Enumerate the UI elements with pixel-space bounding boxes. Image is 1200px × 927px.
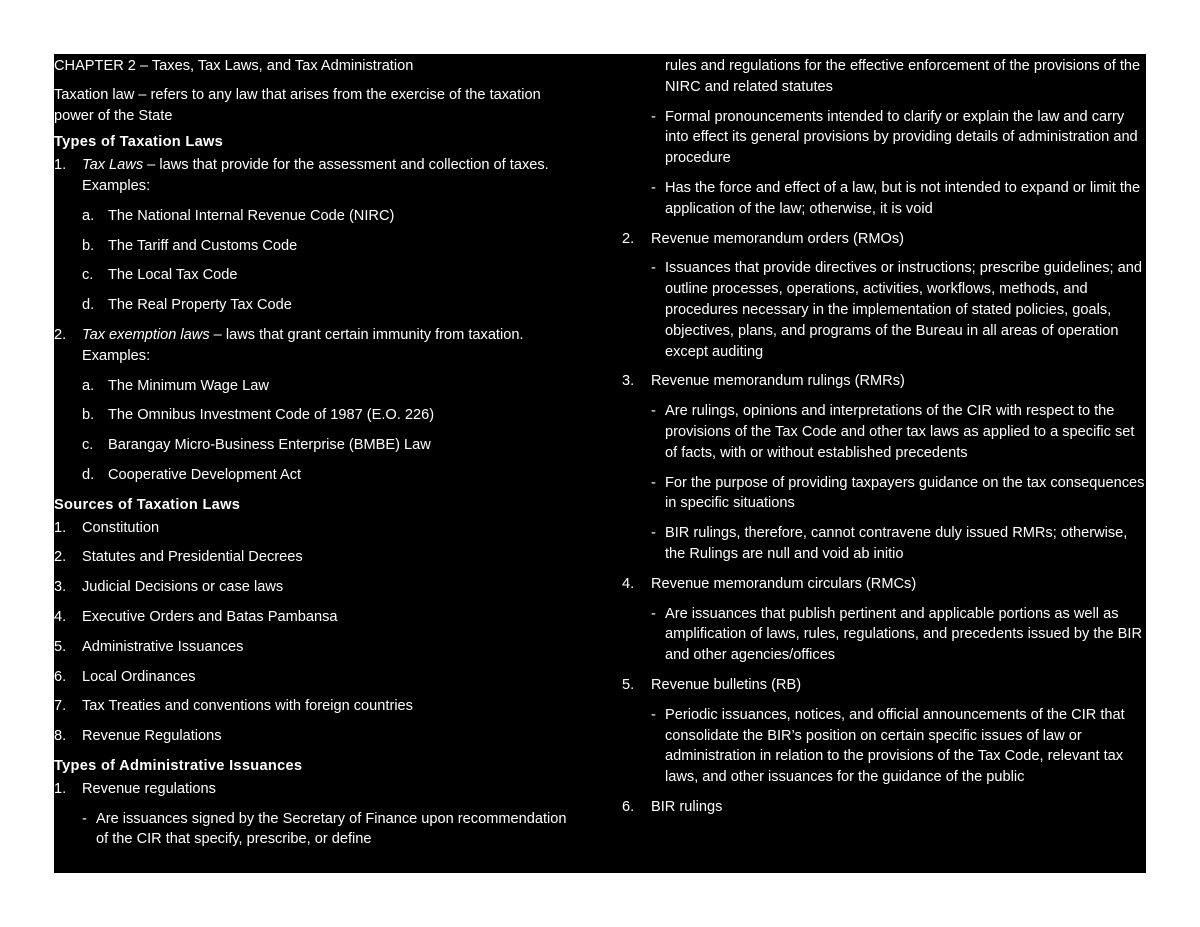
sub-item	[54, 295, 574, 316]
sub-text: Cooperative Development Act	[108, 466, 302, 483]
list-number: 1.	[54, 157, 67, 174]
dash-text: Are issuances signed by the Secretary of Finance upon recommendation of the CIR that specify, prescribe, or define	[96, 810, 567, 848]
list-text	[82, 325, 574, 367]
dash-marker: -	[651, 108, 656, 125]
sub-item	[54, 405, 574, 426]
dash-marker: -	[651, 179, 656, 196]
admin-heading: Types of Administrative Issuances	[54, 757, 303, 774]
dash-item	[622, 705, 1146, 788]
sub-letter: c.	[82, 437, 94, 454]
sub-letter: d.	[82, 466, 95, 483]
taxation-law-definition: Taxation law – refers to any law that arises from the exercise of the taxation power of the State	[54, 86, 541, 124]
sub-text: The Local Tax Code	[108, 267, 238, 284]
list-item	[54, 637, 574, 658]
sub-item	[54, 465, 574, 486]
continuation-text	[622, 56, 1146, 98]
dash-text: Formal pronouncements intended to clarify or explain the law and carry into effect its general provisions by providing details of administration and procedure	[665, 108, 1138, 167]
list-number: 4.	[622, 575, 635, 592]
dash-item	[622, 401, 1146, 463]
list-item	[54, 577, 574, 598]
list-text: Statutes and Presidential Decrees	[82, 549, 303, 566]
list-number: 7.	[54, 698, 67, 715]
sub-item	[54, 206, 574, 227]
sub-letter: b.	[82, 237, 95, 254]
list-text	[82, 155, 574, 197]
list-number: 5.	[622, 676, 635, 693]
list-number: 3.	[54, 579, 67, 596]
chapter-title: CHAPTER 2 – Taxes, Tax Laws, and Tax Administration	[54, 58, 414, 74]
sub-item	[54, 435, 574, 456]
list-item	[622, 675, 1146, 696]
list-text: Revenue Regulations	[82, 728, 222, 745]
list-item	[54, 726, 574, 747]
sub-item	[54, 376, 574, 397]
dash-text: For the purpose of providing taxpayers guidance on the tax consequences in specific situations	[665, 474, 1145, 512]
list-item	[622, 797, 1146, 818]
left-column	[54, 54, 574, 859]
list-item	[54, 155, 574, 197]
list-text: Judicial Decisions or case laws	[82, 579, 284, 596]
sub-text: The National Internal Revenue Code (NIRC)	[108, 207, 395, 224]
dash-text: Are rulings, opinions and interpretations of the CIR with respect to the provisions of the Tax Code and other tax laws as applied to a specific set of facts, with or without established precedents	[665, 403, 1135, 461]
list-item	[54, 667, 574, 688]
dash-text: Issuances that provide directives or instructions; prescribe guidelines; and outline processes, operations, activities, workflows, methods, and procedures necessary in the implementation of stated policies, goals, objectives, plans, and programs of the Bureau in all areas of operation except auditing	[665, 260, 1142, 360]
list-text: Revenue bulletins (RB)	[651, 676, 802, 693]
list-number: 1.	[54, 519, 67, 536]
sub-text: The Omnibus Investment Code of 1987 (E.O. 226)	[108, 407, 435, 424]
list-item	[54, 325, 574, 367]
dash-marker: -	[651, 605, 656, 622]
sub-text: The Real Property Tax Code	[108, 297, 292, 314]
dash-item	[622, 523, 1146, 565]
sub-item	[54, 236, 574, 257]
list-number: 8.	[54, 728, 67, 745]
dash-item	[622, 107, 1146, 169]
dash-item	[54, 809, 574, 851]
sub-letter: d.	[82, 297, 95, 314]
list-item	[54, 779, 574, 800]
dash-item	[622, 473, 1146, 515]
list-text: Revenue regulations	[82, 780, 216, 797]
list-text: Tax Treaties and conventions with foreign countries	[82, 698, 413, 715]
list-item	[54, 518, 574, 539]
term-desc: – laws that provide for the assessment and collection of taxes. Examples:	[82, 157, 549, 194]
list-text: Revenue memorandum rulings (RMRs)	[651, 373, 905, 390]
list-text: Constitution	[82, 519, 160, 536]
dash-marker: -	[651, 525, 656, 542]
term: Tax exemption laws	[82, 326, 210, 343]
types-heading: Types of Taxation Laws	[54, 134, 224, 151]
sub-item	[54, 265, 574, 286]
dash-marker: -	[651, 260, 656, 277]
dash-marker: -	[651, 403, 656, 420]
sub-text: The Minimum Wage Law	[108, 377, 269, 394]
dash-item	[622, 258, 1146, 362]
list-item	[54, 547, 574, 568]
indent-spacer	[651, 56, 665, 98]
list-text: BIR rulings	[651, 798, 723, 815]
list-number: 1.	[54, 780, 67, 797]
dash-text: rules and regulations for the effective enforcement of the provisions of the NIRC and related statutes	[665, 58, 1141, 95]
list-number: 2.	[54, 549, 67, 566]
sub-letter: b.	[82, 407, 95, 424]
dash-marker: -	[651, 474, 656, 491]
term: Tax Laws	[82, 157, 144, 174]
list-number: 6.	[622, 798, 635, 815]
document-page	[54, 54, 1146, 873]
sub-letter: a.	[82, 207, 95, 224]
right-column	[622, 54, 1146, 827]
list-item	[622, 574, 1146, 595]
list-number: 2.	[622, 230, 635, 247]
dash-text: Has the force and effect of a law, but is not intended to expand or limit the application of the law; otherwise, it is void	[665, 179, 1141, 217]
list-item	[622, 229, 1146, 250]
dash-item	[622, 604, 1146, 666]
dash-text: BIR rulings, therefore, cannot contravene duly issued RMRs; otherwise, the Rulings are null and void ab initio	[665, 525, 1128, 562]
list-number: 4.	[54, 608, 67, 625]
list-number: 5.	[54, 638, 67, 655]
list-number: 3.	[622, 373, 635, 390]
sub-text: Barangay Micro-Business Enterprise (BMBE) Law	[108, 437, 431, 454]
list-text: Revenue memorandum circulars (RMCs)	[651, 575, 917, 592]
dash-marker: -	[651, 706, 656, 723]
dash-text: Are issuances that publish pertinent and applicable portions as well as amplification of laws, rules, regulations, and precedents issued by the BIR and other agencies/offices	[665, 605, 1142, 664]
list-item	[54, 607, 574, 628]
dash-item	[622, 178, 1146, 220]
sub-letter: c.	[82, 267, 94, 284]
list-number: 2.	[54, 326, 67, 343]
sources-heading: Sources of Taxation Laws	[54, 496, 241, 513]
term-desc: – laws that grant certain immunity from taxation. Examples:	[82, 326, 524, 364]
list-number: 6.	[54, 668, 67, 685]
list-text: Local Ordinances	[82, 668, 196, 685]
dash-marker: -	[82, 810, 87, 827]
list-text: Revenue memorandum orders (RMOs)	[651, 230, 905, 247]
sub-letter: a.	[82, 377, 95, 394]
list-item	[622, 371, 1146, 392]
dash-text: Periodic issuances, notices, and official announcements of the CIR that consolidate the BIR’s position on certain specific issues of law or administration in relation to the provisions of the Tax Code, relevant tax laws, and other issuances for the guidance of the public	[665, 706, 1125, 786]
list-text: Executive Orders and Batas Pambansa	[82, 608, 338, 625]
list-item	[54, 696, 574, 717]
sub-text: The Tariff and Customs Code	[108, 237, 298, 254]
list-text: Administrative Issuances	[82, 638, 244, 655]
